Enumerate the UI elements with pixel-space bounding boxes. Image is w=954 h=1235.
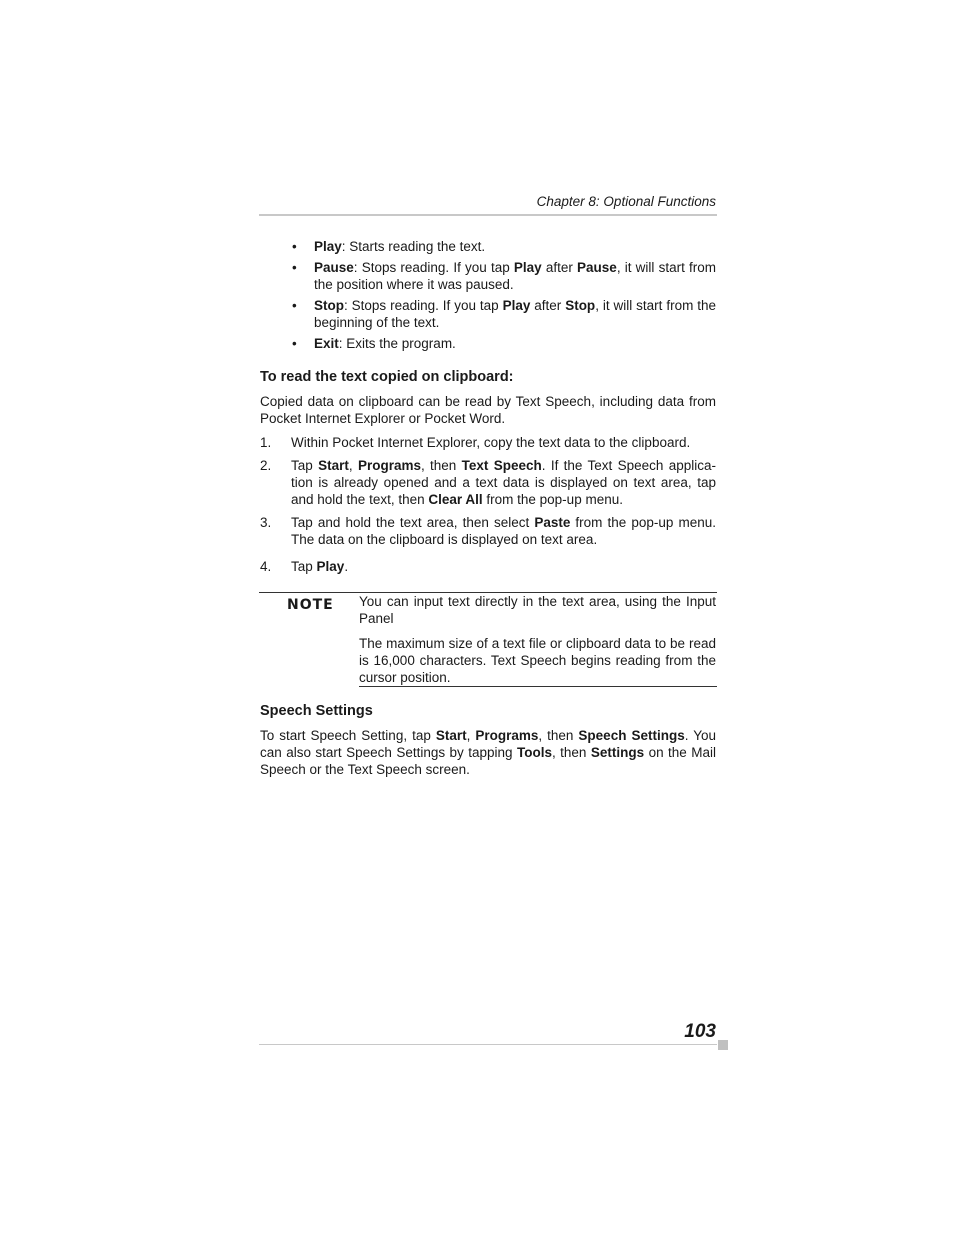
- list-item: [260, 238, 716, 255]
- bullet-term: Exit: [314, 336, 339, 351]
- step-number: 3.: [260, 515, 272, 530]
- step-text: , then: [420, 458, 462, 473]
- bullet-text: after: [530, 298, 566, 313]
- step-text: Tap and hold the text area, then select: [291, 515, 535, 530]
- step-text: Play: [316, 559, 345, 574]
- control-bullet-list: [260, 238, 716, 356]
- step-text: . If the Text Speech applica-tion is already opened and a text data is displayed on text area, tap and hold the text, then: [291, 458, 716, 507]
- step-text: Clear All: [428, 492, 483, 507]
- bullet-text: : Exits the program.: [338, 336, 456, 351]
- bullet-icon: •: [292, 298, 297, 313]
- step-list: [260, 434, 716, 575]
- note-text: You can input text directly in the text area, using the Input Panel: [359, 594, 716, 626]
- bullet-term: Stop: [314, 298, 344, 313]
- bullet-icon: •: [292, 239, 297, 254]
- step-text: Within Pocket Internet Explorer, copy the text data to the clipboard.: [291, 435, 691, 450]
- bullet-term: Pause: [314, 260, 354, 275]
- paragraph-text: , then: [551, 745, 591, 760]
- running-header: Chapter 8: Optional Functions: [536, 194, 716, 209]
- bullet-text: after: [541, 260, 578, 275]
- list-item: [260, 434, 716, 451]
- paragraph-text: on the Mail Speech or the Text Speech screen.: [260, 745, 716, 777]
- paragraph-text: . You can also start Speech Settings by tapping: [260, 728, 716, 760]
- step-number: 1.: [260, 435, 272, 450]
- step-text: from the pop-up menu. The data on the clipboard is displayed on text area.: [291, 515, 716, 547]
- paragraph-text: , then: [538, 728, 579, 743]
- bullet-icon: •: [292, 260, 297, 275]
- bullet-icon: •: [292, 336, 297, 351]
- page-corner-square: [718, 1040, 728, 1050]
- step-text: .: [344, 559, 349, 574]
- paragraph-text: Start: [435, 728, 467, 743]
- bullet-text: Stop: [565, 298, 596, 313]
- page-number: 103: [684, 1021, 716, 1042]
- section-heading-clipboard: To read the text copied on clipboard:: [260, 369, 514, 385]
- list-item: [260, 514, 716, 548]
- bullet-text: : Stops reading. If you tap: [344, 298, 503, 313]
- step-text: Text Speech: [461, 458, 542, 473]
- step-text: Tap: [291, 458, 319, 473]
- note-text: The maximum size of a text file or clipboard data to be read is 16,000 characters. Text Speech begins reading from the cursor position.: [359, 636, 716, 685]
- note-bottom-rule: [359, 686, 717, 687]
- bullet-text: Pause: [577, 260, 617, 275]
- step-number: 4.: [260, 559, 272, 574]
- section-heading-speech-settings: Speech Settings: [260, 703, 373, 719]
- bullet-text: Play: [513, 260, 542, 275]
- step-text: ,: [348, 458, 358, 473]
- list-item: [260, 335, 716, 352]
- paragraph-text: ,: [466, 728, 476, 743]
- list-item: [260, 297, 716, 331]
- step-text: Programs: [357, 458, 421, 473]
- step-text: Start: [318, 458, 349, 473]
- note-label: NOTE: [287, 597, 334, 613]
- list-item: [260, 558, 716, 575]
- footer-rule: [259, 1044, 717, 1045]
- paragraph-text: Tools: [516, 745, 552, 760]
- section-intro: Copied data on clipboard can be read by Text Speech, including data from Pocket Internet Explorer or Pocket Word.: [260, 394, 716, 426]
- paragraph-text: Settings: [590, 745, 645, 760]
- list-item: [260, 457, 716, 508]
- bullet-text: , it will start from the position where it was paused.: [314, 260, 716, 292]
- bullet-text: Play: [502, 298, 531, 313]
- header-rule: [259, 214, 717, 216]
- step-text: from the pop-up menu.: [482, 492, 623, 507]
- step-number: 2.: [260, 458, 272, 473]
- bullet-text: : Starts reading the text.: [341, 239, 486, 254]
- paragraph-text: Speech Settings: [578, 728, 685, 743]
- note-body: [359, 593, 716, 694]
- section-paragraph: [260, 727, 716, 778]
- paragraph-text: Programs: [475, 728, 539, 743]
- list-item: [260, 259, 716, 293]
- paragraph-text: To start Speech Setting, tap: [260, 728, 436, 743]
- bullet-text: : Stops reading. If you tap: [353, 260, 514, 275]
- bullet-text: , it will start from the beginning of the text.: [314, 298, 717, 330]
- bullet-term: Play: [314, 239, 342, 254]
- step-text: Paste: [534, 515, 571, 530]
- step-text: Tap: [291, 559, 317, 574]
